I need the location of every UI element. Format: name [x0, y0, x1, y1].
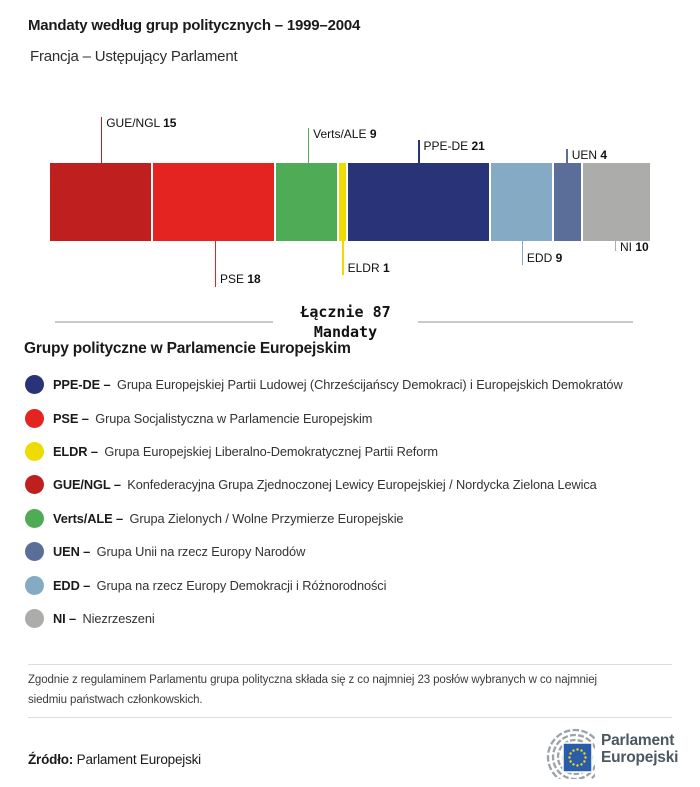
legend-row [0, 435, 700, 468]
logo-wordmark [601, 733, 678, 766]
stacked-bar-chart [50, 163, 650, 241]
page-subtitle: Francja – Ustępujący Parlament [30, 48, 238, 65]
legend-row [0, 401, 700, 434]
legend-row [0, 568, 700, 601]
callout-label-eldr: ELDR 1 [347, 261, 390, 275]
total-seats-line2: Mandaty [313, 323, 378, 341]
legend-row [0, 368, 700, 401]
legend-dot-icon [25, 576, 44, 595]
legend-item-text: PSE – Grupa Socjalistyczna w Parlamencie Europejskim [53, 410, 373, 426]
callout-label-pse: PSE 18 [220, 272, 261, 286]
legend-dot-icon [25, 375, 44, 394]
legend-item-text: Verts/ALE – Grupa Zielonych / Wolne Przymierze Europejskie [53, 510, 404, 526]
callout-label-gue-ngl: GUE/NGL 15 [106, 116, 177, 130]
callout-line-eldr [342, 241, 344, 275]
footnote-rule-top [28, 664, 672, 665]
source-line [28, 752, 201, 767]
legend-list [0, 368, 700, 635]
bar-segment-pse [153, 163, 274, 241]
eu-flag-icon [563, 743, 592, 772]
callout-line-ni [615, 241, 617, 251]
legend-item-text: PPE-DE – Grupa Europejskiej Partii Ludowej (Chrześcijańscy Demokraci) i Europejskich Demokratów [53, 377, 623, 393]
callout-label-uen: UEN 4 [571, 148, 608, 162]
legend-item-text: NI – Niezrzeszeni [53, 610, 155, 626]
legend-dot-icon [25, 609, 44, 628]
footnote [28, 670, 597, 710]
legend-heading: Grupy polityczne w Parlamencie Europejskim [24, 340, 351, 357]
callout-label-verts-ale: Verts/ALE 9 [313, 127, 377, 141]
bar-segment-eldr [339, 163, 346, 241]
total-seats-line1: Łącznie 87 [300, 303, 391, 321]
bar-segment-ni [583, 163, 650, 241]
callout-line-gue-ngl [101, 117, 103, 163]
callout-line-ppe-de [418, 140, 420, 163]
legend-row [0, 535, 700, 568]
source-value: Parlament Europejski [76, 752, 201, 767]
callout-line-uen [566, 149, 568, 163]
legend-dot-icon [25, 509, 44, 528]
total-seats-label [273, 302, 418, 342]
legend-item-text: GUE/NGL – Konfederacyjna Grupa Zjednoczonej Lewicy Europejskiej / Nordycka Zielona Lewica [53, 477, 597, 493]
bar-segment-uen [554, 163, 581, 241]
bar-segment-edd [491, 163, 552, 241]
callout-label-edd: EDD 9 [526, 251, 563, 265]
legend-item-text: EDD – Grupa na rzecz Europy Demokracji i Różnorodności [53, 577, 387, 593]
legend-row [0, 602, 700, 635]
legend-dot-icon [25, 442, 44, 461]
legend-item-text: ELDR – Grupa Europejskiej Liberalno-Demokratycznej Partii Reform [53, 443, 438, 459]
bar-segment-ppe-de [348, 163, 489, 241]
legend-row [0, 502, 700, 535]
footnote-line1: Zgodnie z regulaminem Parlamentu grupa polityczna składa się z co najmniej 23 posłów wybranych w co najmniej [28, 674, 597, 686]
legend-dot-icon [25, 542, 44, 561]
legend-dot-icon [25, 409, 44, 428]
footnote-line2: siedmiu państwach członkowskich. [28, 694, 203, 706]
logo-wordmark-line1: Parlament [601, 732, 675, 749]
legend-dot-icon [25, 475, 44, 494]
callout-label-ppe-de: PPE-DE 21 [423, 139, 485, 153]
callout-line-edd [522, 241, 524, 265]
legend-row [0, 468, 700, 501]
total-divider-right [418, 321, 633, 323]
callout-line-verts-ale [308, 128, 310, 163]
bar-segment-verts-ale [276, 163, 337, 241]
callout-line-pse [215, 241, 217, 287]
total-divider-left [55, 321, 273, 323]
page-title: Mandaty według grup politycznych – 1999–2004 [28, 17, 361, 34]
logo-wordmark-line2: Europejski [601, 748, 679, 766]
legend-item-text: UEN – Grupa Unii na rzecz Europy Narodów [53, 544, 306, 560]
bar-segment-gue-ngl [50, 163, 151, 241]
footnote-rule-bottom [28, 717, 672, 718]
source-label: Źródło: [28, 752, 74, 767]
callout-label-ni: NI 10 [620, 240, 649, 254]
